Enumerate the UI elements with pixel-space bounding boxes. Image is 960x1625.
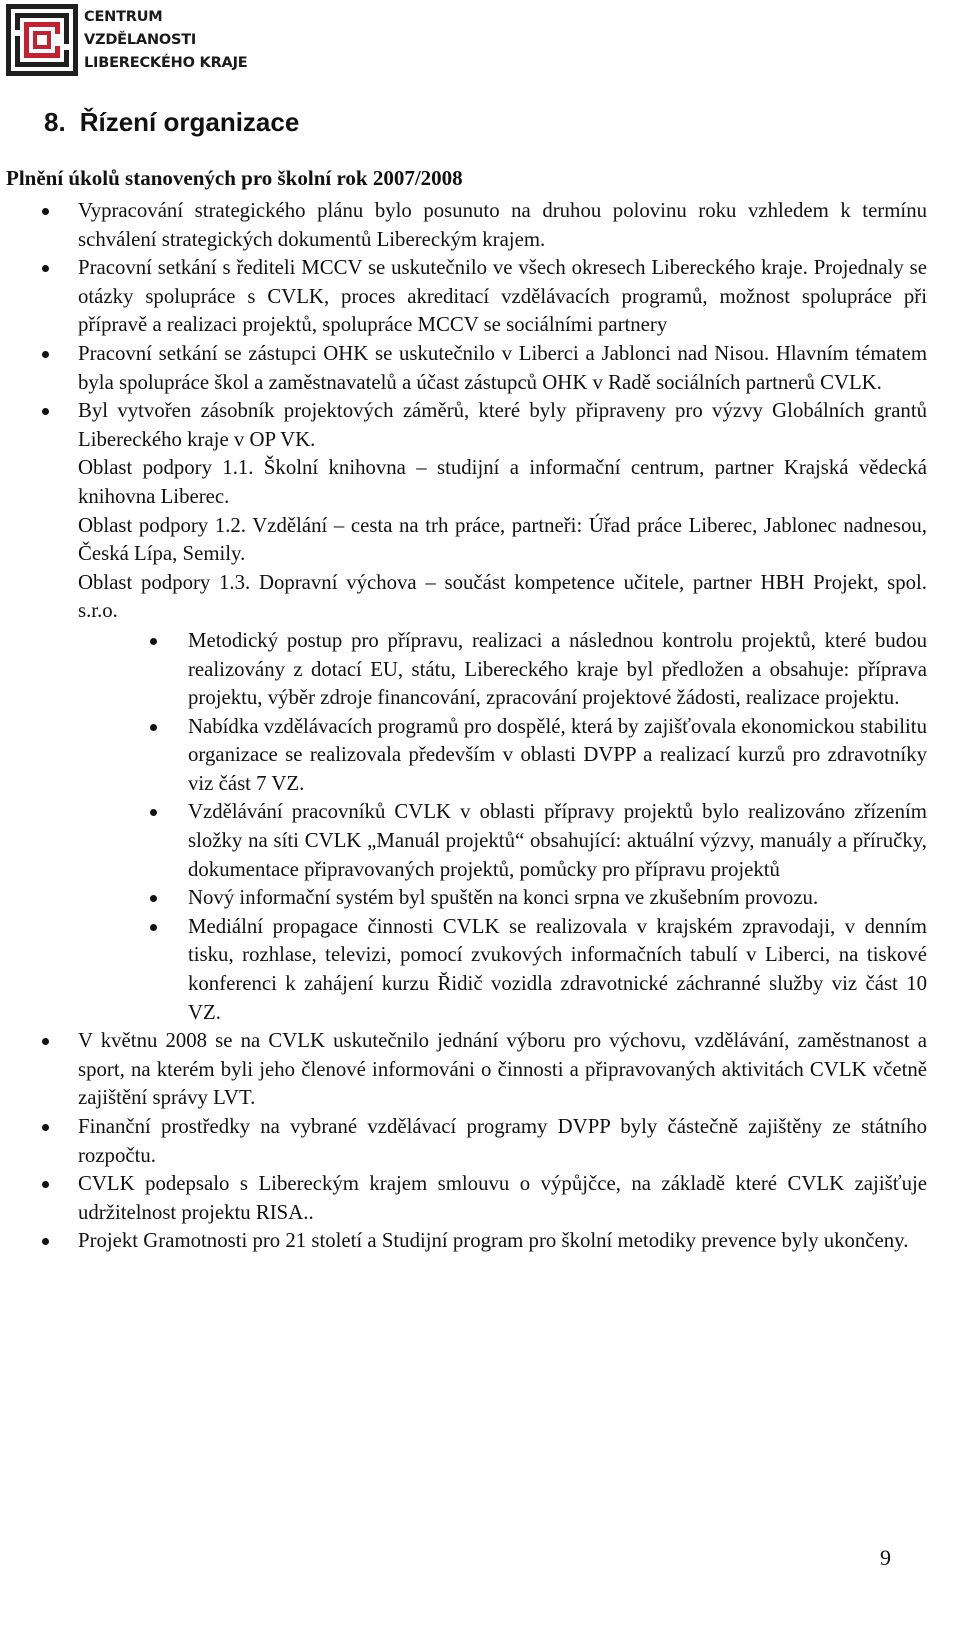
sub-list-item (188, 798, 927, 884)
logo (6, 4, 248, 76)
sub-list-item (188, 884, 927, 913)
support-area-1: Oblast podpory 1.1. Školní knihovna – studijní a informační centrum, partner Krajská vědecká knihovna Liberec. (78, 456, 927, 508)
list-item-text: Finanční prostředky na vybrané vzdělávací programy DVPP byly částečně zajištěny ze státního rozpočtu. (78, 1115, 927, 1167)
list-item (78, 254, 927, 340)
list-item (78, 197, 927, 254)
sub-list-item (188, 913, 927, 1027)
section-heading (44, 107, 299, 138)
bullet-icon (42, 408, 49, 415)
list-item-text: Vypracování strategického plánu bylo posunuto na druhou polovinu roku vzhledem k termínu schválení strategických dokumentů Libereckým krajem. (78, 199, 927, 251)
sub-list-item (188, 713, 927, 799)
sub-list-item-text: Mediální propagace činnosti CVLK se realizovala v krajském zpravodaji, v denním tisku, rozhlase, televizi, pomocí zvukových informačních tabulí v Liberci, na tiskové konferenci k zahájení kurzu Řidič vozidla zdravotnické záchranné služby viz část 10 VZ. (188, 914, 927, 1024)
sub-list (0, 627, 960, 1027)
list-item (78, 1227, 927, 1256)
task-list (0, 197, 960, 626)
support-area-2: Oblast podpory 1.2. Vzdělání – cesta na trh práce, partneři: Úřad práce Liberec, Jablonec nadnesou, Česká Lípa, Semily. (78, 513, 927, 566)
list-item (78, 340, 927, 397)
sub-list-item (188, 627, 927, 713)
page-number: 9 (880, 1545, 891, 1570)
list-item-text: Byl vytvořen zásobník projektových záměrů, které byly připraveny pro výzvy Globálních grantů Libereckého kraje v OP VK. (78, 399, 927, 451)
bullet-icon (150, 638, 157, 645)
list-item-text: V květnu 2008 se na CVLK uskutečnilo jednání výboru pro výchovu, vzdělávání, zaměstnanost a sport, na kterém byli jeho členové informováni o činnosti a připravovaných aktivitách CVLK včetně zajištění správy LVT. (78, 1029, 927, 1110)
document-body (0, 197, 960, 1256)
bullet-icon (150, 809, 157, 816)
bullet-icon (150, 724, 157, 731)
bullet-icon (42, 1038, 49, 1045)
logo-line-2: VZDĚLANOSTI (84, 32, 197, 48)
task-list-continued (0, 1027, 960, 1256)
list-item (78, 397, 927, 626)
list-item-text: CVLK podepsalo s Libereckým krajem smlouvu o výpůjčce, na základě které CVLK zajišťuje udržitelnost projektu RISA.. (78, 1172, 927, 1224)
logo-line-1: CENTRUM (84, 9, 163, 25)
bullet-icon (42, 1238, 49, 1245)
bullet-icon (42, 351, 49, 358)
logo-maze-icon (6, 4, 78, 76)
sub-list-item-text: Metodický postup pro přípravu, realizaci a následnou kontrolu projektů, které budou realizovány z dotací EU, státu, Libereckého kraje byl předložen a obsahuje: příprava projektu, výběr zdroje financování, zpracování projektové žádosti, realizace projektu. (188, 628, 927, 710)
list-item (78, 1170, 927, 1227)
bullet-icon (42, 1124, 49, 1131)
sub-list-item-text: Vzdělávání pracovníků CVLK v oblasti přípravy projektů bylo realizováno zřízením složky na síti CVLK „Manuál projektů“ obsahující: aktuální výzvy, manuály a příručky, dokumentace připravovaných projektů, pomůcky pro přípravu projektů (188, 800, 927, 881)
list-item-text: Pracovní setkání s řediteli MCCV se uskutečnilo ve všech okresech Libereckého kraje. Projednaly se otázky spolupráce s CVLK, proces akreditací vzdělávacích programů, možnost spolupráce při přípravě a realizaci projektů, spolupráce MCCV se sociálními partnery (78, 256, 927, 337)
list-item (78, 1027, 927, 1113)
section-title: Řízení organizace (79, 107, 300, 137)
sub-list-item-text: Nabídka vzdělávacích programů pro dospělé, která by zajišťovala ekonomickou stabilitu organizace se realizovala především v oblasti DVPP a realizací kurzů pro zdravotníky viz část 7 VZ. (188, 714, 927, 795)
bullet-icon (42, 1181, 49, 1188)
bullet-icon (42, 265, 49, 272)
list-item-text: Projekt Gramotnosti pro 21 století a Studijní program pro školní metodiky prevence byly ukončeny. (78, 1229, 909, 1253)
bullet-icon (150, 924, 157, 931)
section-number: 8. (44, 107, 66, 137)
bullet-icon (42, 208, 49, 215)
logo-line-3: LIBERECKÉHO KRAJE (84, 55, 248, 71)
list-item (78, 1113, 927, 1170)
support-area-3: Oblast podpory 1.3. Dopravní výchova – součást kompetence učitele, partner HBH Projekt, spol. s.r.o. (78, 570, 927, 623)
list-item-text: Pracovní setkání se zástupci OHK se uskutečnilo v Liberci a Jablonci nad Nisou. Hlavním tématem byla spolupráce škol a zaměstnavatelů a účast zástupců OHK v Radě sociálních partnerů CVLK. (78, 341, 927, 394)
logo-wordmark (84, 6, 247, 75)
subheading: Plnění úkolů stanovených pro školní rok 2007/2008 (6, 166, 463, 190)
bullet-icon (150, 895, 157, 902)
sub-list-item-text: Nový informační systém byl spuštěn na konci srpna ve zkušebním provozu. (188, 886, 819, 910)
